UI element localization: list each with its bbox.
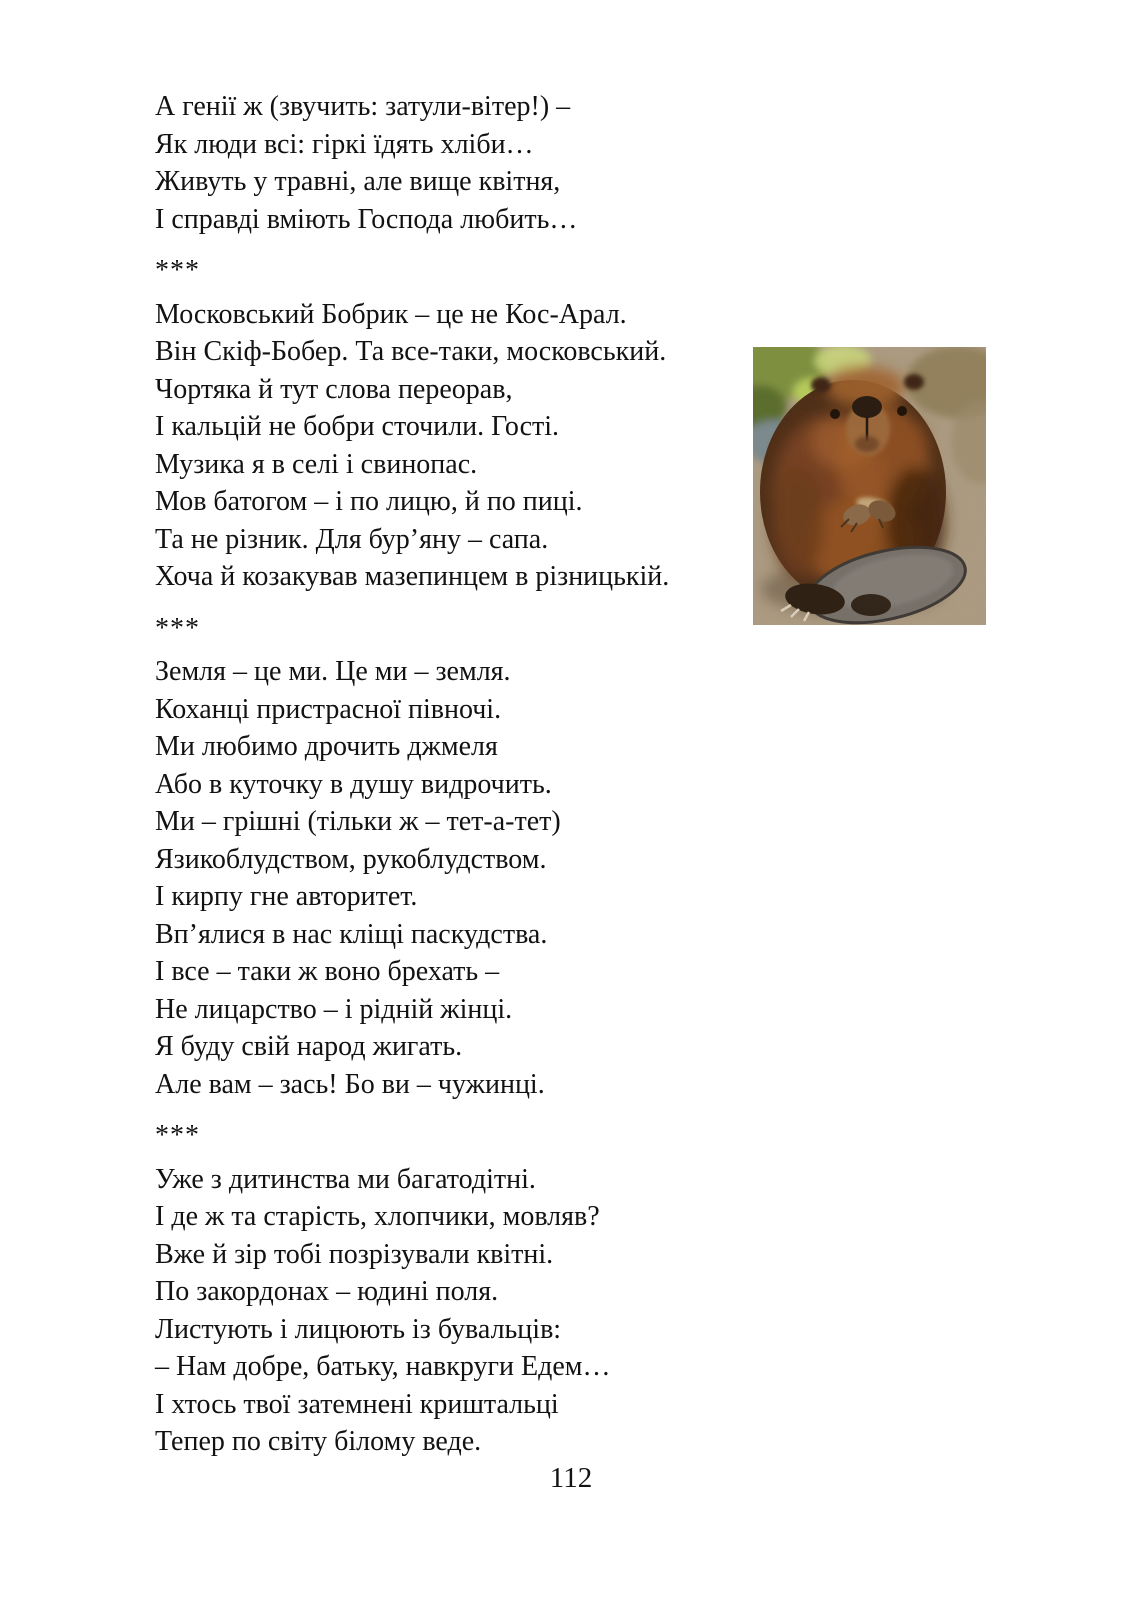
poem-line: Вп’ялися в нас кліщі паскудства.	[155, 918, 548, 950]
poem-line: Або в куточку в душу видрочить.	[155, 768, 552, 800]
poem-line: Язикоблудством, рукоблудством.	[155, 843, 547, 875]
poem-line: Не лицарство – і рідній жінці.	[155, 993, 513, 1025]
page-number: 112	[549, 1462, 593, 1494]
poem-line: І справді вміють Господа любить…	[155, 203, 578, 235]
poem-line: Живуть у травні, але вище квітня,	[155, 166, 561, 197]
poem-line: І кальцій не бобри сточили. Гості.	[155, 411, 560, 442]
beaver-eye-left	[830, 409, 840, 419]
poem-line: Він Скіф-Бобер. Та все-таки, московський.	[155, 336, 667, 367]
beaver-photo-svg	[753, 347, 986, 625]
stanza-3	[155, 653, 815, 1103]
poem-line: Ми любимо дрочить джмеля	[155, 731, 498, 762]
poem-line: А генії ж (звучить: затули-вітер!) –	[155, 91, 571, 122]
poem-line: Чортяка й тут слова переорав,	[155, 373, 513, 405]
beaver-eye-right	[897, 406, 907, 416]
poem-line: Листують і лицюють із бувальців:	[155, 1313, 562, 1345]
poem-line: Але вам – зась! Бо ви – чужинці.	[155, 1068, 545, 1100]
poem-line: – Нам добре, батьку, навкруги Едем…	[155, 1351, 611, 1382]
beaver-ear-left	[811, 377, 831, 393]
poem-line: І хтось твої затемнені криштальці	[155, 1388, 559, 1420]
stanza-2	[155, 296, 815, 596]
poem-line: Земля – це ми. Це ми – земля.	[155, 656, 511, 687]
stanza-1	[155, 88, 815, 238]
beaver-ear-right	[904, 374, 924, 390]
poem-line: І все – таки ж воно брехать –	[155, 956, 500, 987]
poem-line: І кирпу гне авторитет.	[155, 881, 418, 912]
poem-line: І де ж та старість, хлопчики, мовляв?	[155, 1201, 600, 1232]
poem-line: Московський Бобрик – це не Кос-Арал.	[155, 298, 627, 330]
poem-line: Хоча й козакував мазепинцем в різницькій.	[155, 561, 670, 592]
poem-line: Тепер по світу білому веде.	[155, 1426, 482, 1457]
poem-line: Я буду свій народ жигать.	[155, 1031, 463, 1062]
stanza-separator: ***	[155, 255, 200, 286]
poem-line: Мов батогом – і по лицю, й по пиці.	[155, 486, 583, 517]
stanza-separator: ***	[155, 612, 200, 644]
poem-line: Уже з дитинства ми багатодітні.	[155, 1163, 536, 1195]
poem-line: Коханці пристрасної півночі.	[155, 693, 502, 725]
poem-line: Музика я в селі і свинопас.	[155, 448, 478, 480]
beaver-photo	[753, 347, 986, 625]
poem-line: Та не різник. Для бур’яну – сапа.	[155, 523, 549, 555]
poem-line: Як люди всі: гіркі їдять хліби…	[155, 128, 534, 160]
stanza-4	[155, 1161, 815, 1461]
poem-line: По закордонах – юдині поля.	[155, 1276, 499, 1307]
poem-text-column	[155, 88, 815, 1461]
stanza-separator: ***	[155, 1120, 200, 1151]
poem-line: Ми – грішні (тільки ж – тет-а-тет)	[155, 806, 561, 837]
poem-line: Вже й зір тобі позрізували квітні.	[155, 1238, 554, 1270]
